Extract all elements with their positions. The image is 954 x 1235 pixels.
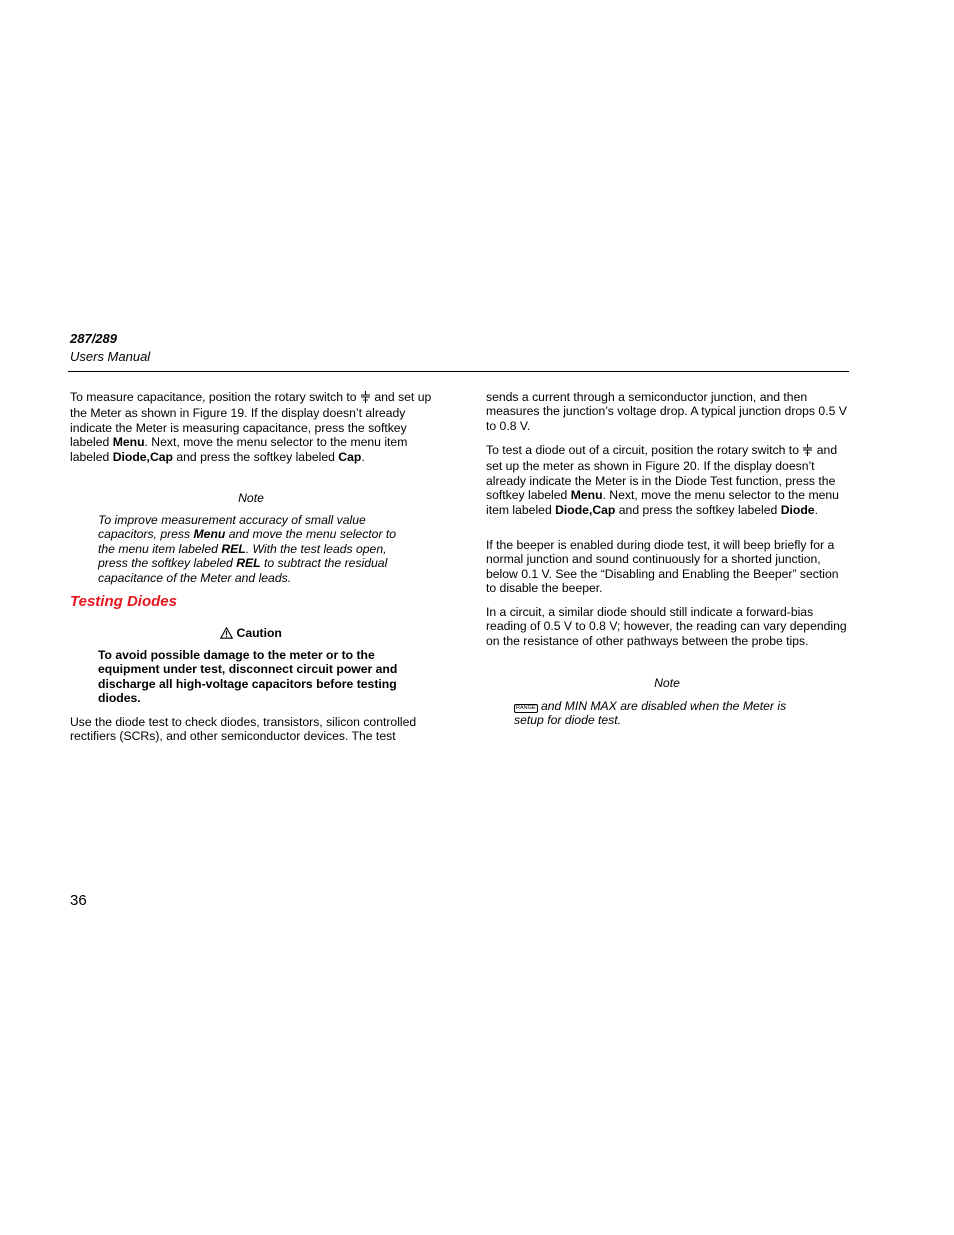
header-rule <box>68 371 849 372</box>
capacitor-diode-switch-icon <box>360 391 371 406</box>
capacitance-paragraph: To measure capacitance, position the rotary switch to and set up the Meter as shown in Figure 19. If the display doesn’t already indicate the Meter is measuring capacitance, press the softkey labeled Menu. Next, move the menu selector to the menu item labeled Diode,Cap and press the softkey labeled Cap. <box>70 390 432 464</box>
note-label: Note <box>654 676 680 690</box>
section-heading: Testing Diodes <box>70 593 177 610</box>
note-capacitance: To improve measurement accuracy of small value capacitors, press Menu and move the menu selector to the menu item labeled REL. With the test leads open, press the softkey labeled REL to subtract the residual capacitance of the Meter and leads. <box>98 513 397 585</box>
document-title: Users Manual <box>70 349 151 364</box>
caution-text: To avoid possible damage to the meter or to the equipment under test, disconnect circuit power and discharge all high-voltage capacitors before testing diodes. <box>98 648 398 706</box>
in-circuit-paragraph: In a circuit, a similar diode should still indicate a forward-bias reading of 0.5 V to 0.8 V; however, the reading can vary depending on the resistance of other pathways between the probe tips. <box>486 605 847 648</box>
range-key-icon: RANGE <box>516 705 536 711</box>
note-label: Note <box>238 491 264 505</box>
capacitor-diode-switch-icon <box>802 444 813 459</box>
page-number: 36 <box>70 892 87 909</box>
beeper-paragraph: If the beeper is enabled during diode test, it will beep briefly for a normal junction and sound continuously for a shorted junction, below 0.1 V. See the “Disabling and Enabling the Beeper” section to disable the beeper. <box>486 538 839 596</box>
caution-title: Caution <box>70 626 432 642</box>
note-range: RANGE and MIN MAX are disabled when the Meter is setup for diode test. <box>514 699 787 728</box>
diode-test-paragraph: Use the diode test to check diodes, transistors, silicon controlled rectifiers (SCRs), and other semiconductor devices. The test <box>70 715 417 744</box>
warning-triangle-icon <box>220 627 233 642</box>
junction-paragraph: sends a current through a semiconductor junction, and then measures the junction’s voltage drop. A typical junction drops 0.5 V to 0.8 V. <box>486 390 847 433</box>
diode-out-of-circuit-paragraph: To test a diode out of a circuit, position the rotary switch to and set up the meter as shown in Figure 20. If the display doesn’t already indicate the Meter is in the Diode Test function, press the softkey labeled Menu. Next, move the menu selector to the menu item labeled Diode,Cap and press the softkey labeled Diode. <box>486 443 839 517</box>
document-model: 287/289 <box>70 331 117 346</box>
